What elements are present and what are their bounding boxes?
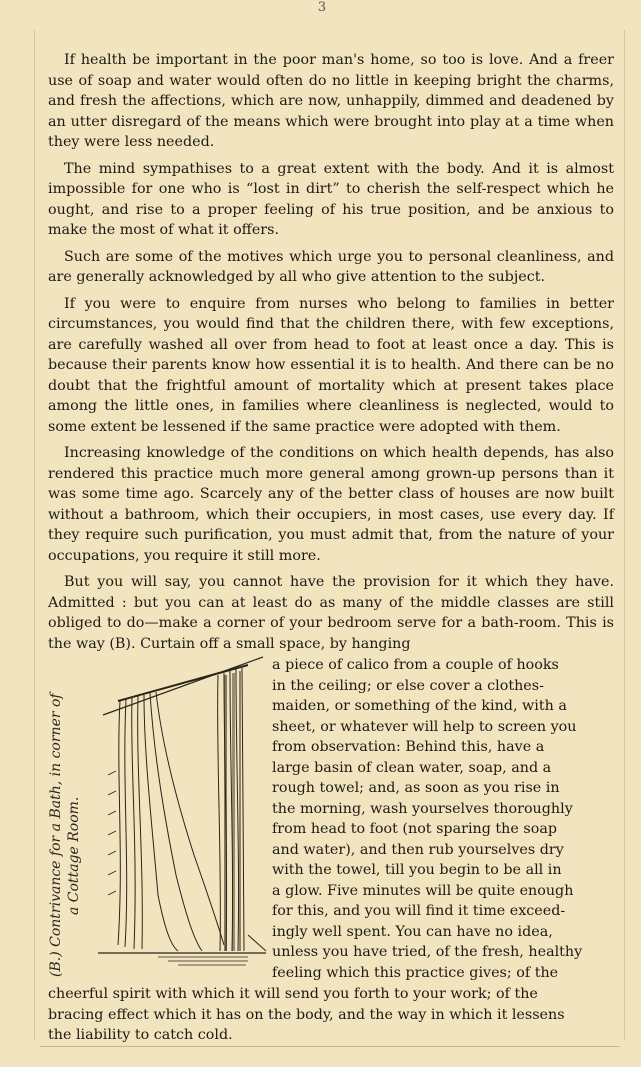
- right-margin-line: [624, 30, 625, 1040]
- paragraph-knowledge: Increasing knowledge of the conditions on which health depends, has also rendered this practice much more general among grown-up persons than it was some time ago. Scarcely any of the better class of houses are now built without a bathroom, which their occupiers, in most cases, use every day. If they require such purification, you must admit that, from the nature of your occupations, you require it still more.: [48, 445, 614, 564]
- wrap-line: from observation: Behind this, have a: [272, 739, 545, 755]
- wrap-line: feeling which this practice gives; of the: [272, 964, 559, 981]
- wrap-line: large basin of clean water, soap, and a: [272, 759, 552, 776]
- curtained-bath-illustration: [98, 655, 267, 977]
- wrap-line: with the towel, till you begin to be all in: [272, 862, 562, 878]
- figure-caption: [44, 655, 104, 977]
- wrap-line: rough towel; and, as soon as you rise in: [272, 780, 560, 796]
- paragraph-provision: But you will say, you cannot have the provision for it which they have. Admitted : but you can at least do as many of the middle classes are still obliged to do—make a corner of your bedroom serve for a bath-room. This is the way (B). Curtain off a small space, by hanging: [48, 574, 614, 652]
- tail-line: the liability to catch cold.: [48, 1027, 233, 1043]
- wrap-line: unless you have tried, of the fresh, healthy: [272, 944, 583, 960]
- tail-line: bracing effect which it has on the body, and the way in which it lessens: [48, 1006, 565, 1023]
- wrap-line: maiden, or something of the kind, with a: [272, 698, 567, 714]
- paragraph-nurses: If you were to enquire from nurses who belong to families in better circumstances, you would find that the children there, with few exceptions, are carefully washed all over from head to foot at least once a day. This is because their parents know how essential it is to health. And there can be no doubt that the frightful amount of mortality which at present takes place among the little ones, in families where cleanliness is neglected, would to some extent be lessened if the same practice were adopted with them.: [48, 295, 614, 435]
- wrap-line: for this, and you will find it time exceed-: [272, 903, 566, 919]
- paragraph-love: If health be important in the poor man's home, so too is love. And a freer use of soap and water would often do no little in keeping bright the charms, and fresh the affections, which are now, unhappily, dimmed and deadened by an utter disregard of the means which were brought into play at a time when they were less needed.: [48, 52, 614, 150]
- figure-caption-line-2: a Cottage Room.: [66, 796, 82, 915]
- wrap-line: a glow. Five minutes will be quite enough: [272, 882, 574, 899]
- wrapped-text-beside-figure: [272, 655, 612, 983]
- body-text: [48, 50, 614, 660]
- tail-line: cheerful spirit with which it will send you forth to your work; of the: [48, 986, 538, 1002]
- left-margin-line: [34, 30, 35, 1040]
- figure-caption-line-1: (B.) Contrivance for a Bath, in corner of: [48, 693, 64, 977]
- wrap-line: in the ceiling; or else cover a clothes-: [272, 677, 544, 694]
- wrap-line: ingly well spent. You can have no idea,: [272, 923, 553, 940]
- wrap-line: the morning, wash yourselves thoroughly: [272, 800, 573, 817]
- wrap-line: from head to foot (not sparing the soap: [272, 821, 558, 837]
- bottom-rule: [40, 1046, 620, 1047]
- wrap-line: sheet, or whatever will help to screen you: [272, 718, 577, 735]
- paragraph-motives: Such are some of the motives which urge you to personal cleanliness, and are generally acknowledged by all who give attention to the subject.: [48, 248, 614, 285]
- bath-figure: [44, 655, 267, 977]
- wrap-line: a piece of calico from a couple of hooks: [272, 657, 559, 673]
- closing-text: [48, 984, 614, 1046]
- paragraph-mind-body: The mind sympathises to a great extent with the body. And it is almost impossible for one who is “lost in dirt” to cherish the self-respect which he ought, and rise to a proper feeling of his true position, and be anxious to make the most of what it offers.: [48, 160, 614, 238]
- wrap-line: and water), and then rub yourselves dry: [272, 841, 564, 858]
- page-number: 3: [317, 0, 327, 15]
